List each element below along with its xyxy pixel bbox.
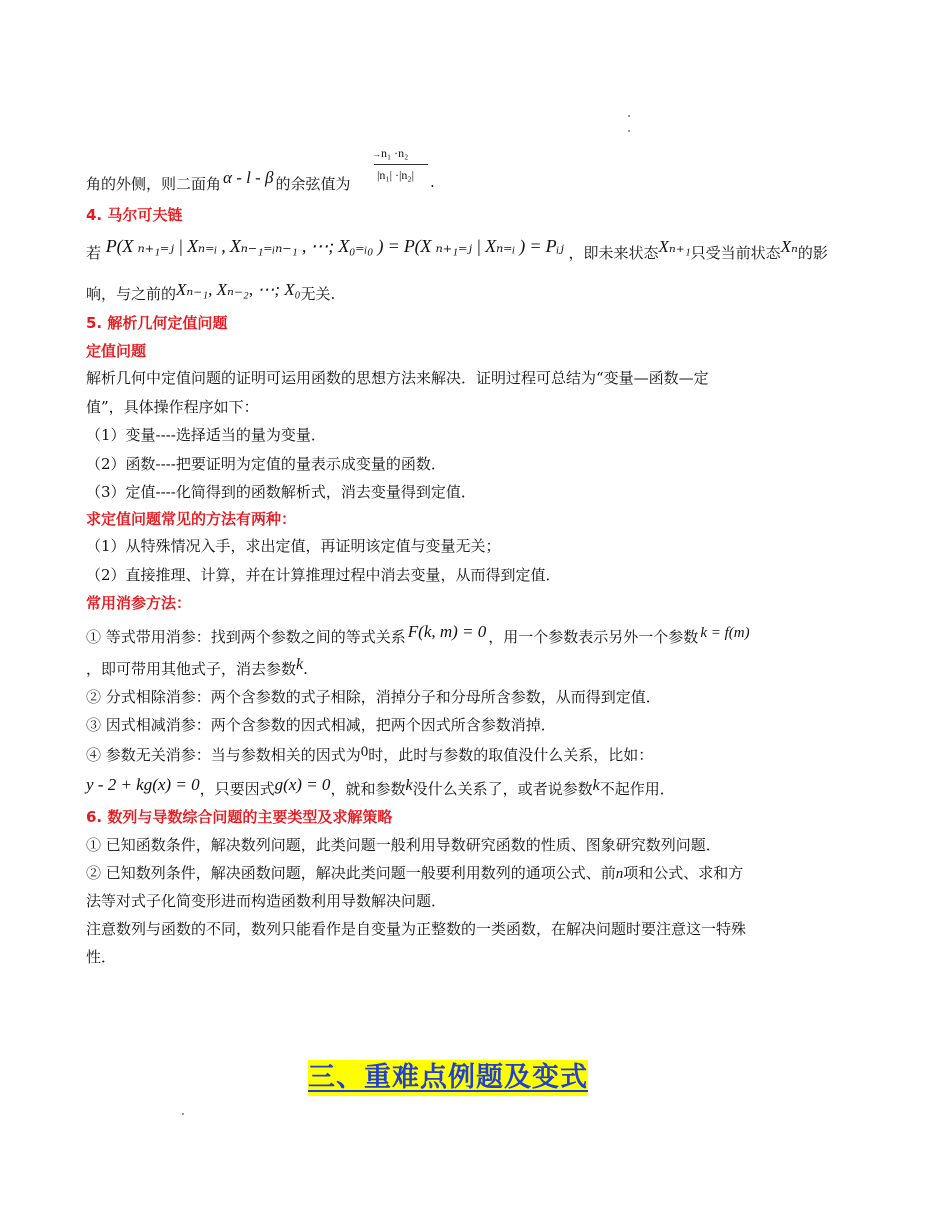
method-line-5: y - 2 + kg(x) = 0，只要因式g(x) = 0，就和参数k没什么关系了，或者说参数k不起作用． (86, 775, 675, 798)
list-item: （1）从特殊情况入手，求出定值，再证明该定值与变量无关； (86, 537, 501, 555)
decorative-dot (182, 1113, 184, 1115)
list-item: （2）函数----把要证明为定值的量表示成变量的函数． (86, 455, 446, 473)
text-line: . (430, 173, 435, 191)
markov-line-1: 若 P(X ₙ₊₁₌ⱼ | Xₙ₌ᵢ , Xₙ₋₁₌ᵢₙ₋₁ , ⋯; X₀₌ᵢ₀ ) = P(X ₙ₊₁₌ⱼ | Xₙ₌ᵢ ) = Pᵢⱼ ，即未来状态Xₙ₊₁只受当前状态Xₙ的影 (86, 236, 828, 262)
paragraph-line: 解析几何中定值问题的证明可运用函数的思想方法来解决．证明过程可总结为“变量—函数—定 (86, 369, 709, 387)
chapter-banner (308, 1060, 588, 1096)
note-line: 性． (86, 948, 117, 966)
method-line-3: ③ 因式相减消参：两个含参数的因式相减，把两个因式所含参数消掉． (86, 716, 556, 734)
method-line-4: ④ 参数无关消参：当与参数相关的因式为0时，此时与参数的取值没什么关系，比如： (86, 744, 654, 764)
section-heading-5: 5. 解析几何定值问题 (86, 314, 228, 332)
fraction-bar (374, 164, 428, 165)
decorative-dot (628, 130, 630, 132)
section-heading-4: 4. 马尔可夫链 (86, 206, 183, 224)
paragraph-line: 值”，具体操作程序如下： (86, 398, 259, 416)
subheading-methods: 求定值问题常见的方法有两种： (86, 510, 297, 528)
method-line-2: ② 分式相除消参：两个含参数的式子相除，消掉分子和分母所含参数，从而得到定值． (86, 688, 661, 706)
strategy-line: 法等对式子化简变形进而构造函数利用导数解决问题． (86, 892, 447, 910)
list-item: （1）变量----选择适当的量为变量． (86, 426, 326, 444)
strategy-line: ② 已知数列条件，解决函数问题，解决此类问题一般要利用数列的通项公式、前n项和公式、求和方 (86, 864, 744, 882)
note-line: 注意数列与函数的不同，数列只能看作是自变量为正整数的一类函数，在解决问题时要注意这一特殊 (86, 920, 747, 938)
section-heading-6: 6. 数列与导数综合问题的主要类型及求解策略 (86, 808, 393, 826)
subheading-xiaocan: 常用消参方法： (86, 594, 192, 612)
list-item: （2）直接推理、计算，并在计算推理过程中消去变量，从而得到定值． (86, 566, 561, 584)
fraction-numerator: →n₁ ·n₂ (372, 146, 409, 160)
method-line-1-cont: ，即可带用其他式子，消去参数k. (86, 656, 308, 678)
fraction-denominator: |n₁| ·|n₂| (377, 168, 414, 182)
decorative-dot (628, 115, 630, 117)
method-line-1: ① 等式带用消参：找到两个参数之间的等式关系 F(k, m) = 0 ，用一个参数表示另外一个参数 k = f(m) (86, 622, 750, 646)
list-item: （3）定值----化简得到的函数解析式，消去变量得到定值． (86, 483, 476, 501)
chapter-banner-title: 三、重难点例题及变式 (308, 1062, 588, 1093)
strategy-line: ① 已知函数条件，解决数列问题，此类问题一般利用导数研究函数的性质、图象研究数列问题． (86, 836, 721, 854)
subheading-dingzhi: 定值问题 (86, 342, 147, 360)
text-line: 角的外侧，则二面角 α - l - β 的余弦值为 (86, 168, 351, 193)
markov-line-2: 响，与之前的Xₙ₋₁, Xₙ₋₂, ⋯; X₀无关. (86, 280, 336, 303)
